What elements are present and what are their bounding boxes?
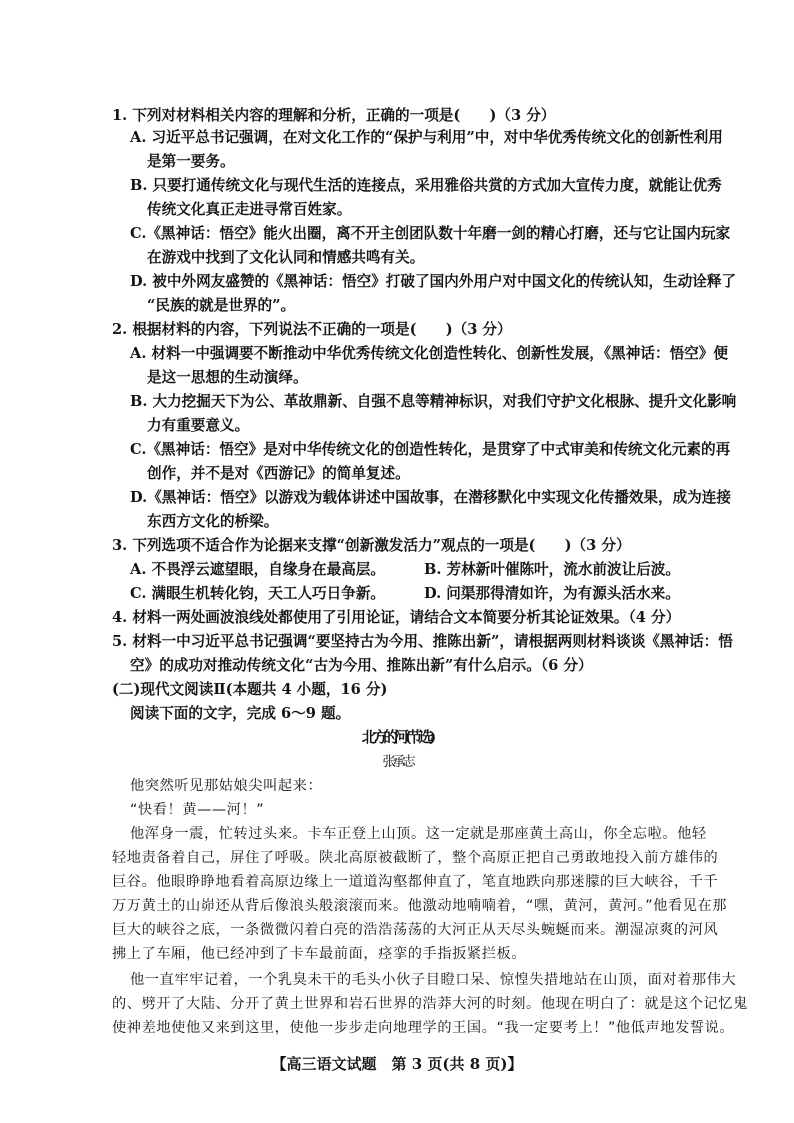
- passage-paragraph-3-line-4: 万万黄土的山峁还从背后像浪头般滚滚而来。他激动地喃喃着，“嘿，黄河，黄河。”他看见在那: [112, 898, 728, 914]
- question-2-option-d-cont: 东西方文化的桥梁。: [147, 513, 279, 530]
- question-1-option-a: A. 习近平总书记强调，在对文化工作的“保护与利用”中，对中华优秀传统文化的创新性利用: [130, 129, 723, 146]
- passage-paragraph-3-line-2: 轻地责备着自己，屏住了呼吸。陕北高原被截断了，整个高原正把自己勇敢地投入前方雄伟的: [112, 850, 719, 866]
- question-2-option-b-cont: 力有重要意义。: [147, 417, 250, 434]
- question-1-option-a-cont: 是第一要务。: [147, 153, 235, 170]
- question-1-stem: 1. 下列对材料相关内容的理解和分析，正确的一项是( )（3 分）: [112, 107, 556, 124]
- question-1-option-c: C.《黑神话：悟空》能火出圈，离不开主创团队数十年磨一剑的精心打磨，还与它让国内玩家: [130, 225, 731, 242]
- question-5: 5. 材料一中习近平总书记强调“要坚持古为今用、推陈出新”，请根据两则材料谈谈《黑神话：悟: [112, 633, 733, 650]
- passage-paragraph-3-line-1: 他浑身一震，忙转过头来。卡车正登上山顶。这一定就是那座黄土高山，你全忘啦。他轻: [130, 826, 707, 842]
- passage-paragraph-3-line-6: 拂上了车厢，他已经冲到了卡车最前面，痉挛的手指扳紧拦板。: [112, 946, 527, 962]
- section-heading: (二)现代文阅读Ⅱ(本题共 4 小题，16 分): [112, 681, 388, 698]
- question-2-stem: 2. 根据材料的内容，下列说法不正确的一项是( )（3 分）: [112, 321, 512, 338]
- question-2-option-c-cont: 创作，并不是对《西游记》的简单复述。: [147, 465, 410, 482]
- question-4: 4. 材料一两处画波浪线处都使用了引用论证，请结合文本简要分析其论证效果。（4 分）: [112, 609, 681, 626]
- passage-paragraph-3-line-3: 巨谷。他眼睁睁地看着高原边缘上一道道沟壑都伸直了，笔直地跌向那迷朦的巨大峡谷，千千: [112, 874, 719, 890]
- passage-paragraph-4-line-2: 的、劈开了大陆、分开了黄土世界和岩石世界的浩莽大河的时刻。他现在明白了：就是这个记忆鬼: [112, 996, 748, 1012]
- question-3-stem: 3. 下列选项不适合作为论据来支撑“创新激发活力”观点的一项是( )（3 分）: [112, 537, 631, 554]
- page-footer: 【高三语文试题 第 3 页(共 8 页)】: [271, 1055, 523, 1073]
- question-1-option-d: D. 被中外网友盛赞的《黑神话：悟空》打破了国内外用户对中国文化的传统认知，生动诠释了: [130, 273, 737, 290]
- question-2-option-b: B. 大力挖掘天下为公、革故鼎新、自强不息等精神标识，对我们守护文化根脉、提升文化影响: [130, 393, 737, 410]
- question-3-option-d: D. 问渠那得清如许，为有源头活水来。: [424, 585, 680, 602]
- question-1-option-b: B. 只要打通传统文化与现代生活的连接点，采用雅俗共赏的方式加大宣传力度，就能让优秀: [130, 177, 722, 194]
- question-1-option-b-cont: 传统文化真正走进寻常百姓家。: [147, 201, 352, 218]
- passage-paragraph-2: “快看！黄——河！”: [130, 802, 265, 818]
- question-3-option-b: B. 芳林新叶催陈叶，流水前波让后波。: [424, 561, 680, 578]
- question-2-option-d: D.《黑神话：悟空》以游戏为载体讲述中国故事，在潜移默化中实现文化传播效果，成为连接: [130, 489, 731, 506]
- passage-paragraph-4-line-3: 使神差地使他又来到这里，使他一步步走向地理学的王国。“我一定要考上！”他低声地发誓说。: [112, 1020, 735, 1036]
- question-1-option-d-cont: “民族的就是世界的”。: [147, 297, 296, 314]
- passage-paragraph-3-line-5: 巨大的峡谷之底，一条微微闪着白亮的浩浩荡荡的大河正从天尽头蜿蜒而来。潮湿凉爽的河风: [112, 922, 719, 938]
- passage-paragraph-4-line-1: 他一直牢牢记着，一个乳臭未干的毛头小伙子目瞪口呆、惊惶失措地站在山顶，面对着那伟大: [130, 972, 737, 988]
- question-2-option-a: A. 材料一中强调要不断推动中华优秀传统文化创造性转化、创新性发展，《黑神话：悟空》便: [130, 345, 728, 362]
- question-5-cont: 空》的成功对推动传统文化“古为今用、推陈出新”有什么启示。（6 分）: [130, 657, 593, 674]
- question-3-option-c: C. 满眼生机转化钧，天工人巧日争新。: [130, 585, 386, 602]
- question-1-option-c-cont: 在游戏中找到了文化认同和情感共鸣有关。: [147, 249, 425, 266]
- question-3-option-a: A. 不畏浮云遮望眼，自缘身在最高层。: [130, 561, 385, 578]
- passage-title: 北方的河(节选): [361, 729, 433, 746]
- passage-paragraph-1: 他突然听见那姑娘尖叫起来：: [130, 778, 323, 794]
- passage-author: 张承志: [382, 754, 412, 770]
- section-instruction: 阅读下面的文字，完成 6～9 题。: [130, 705, 351, 722]
- question-2-option-a-cont: 是这一思想的生动演绎。: [147, 369, 308, 386]
- question-2-option-c: C.《黑神话：悟空》是对中华传统文化的创造性转化，是贯穿了中式审美和传统文化元素的再: [130, 441, 731, 458]
